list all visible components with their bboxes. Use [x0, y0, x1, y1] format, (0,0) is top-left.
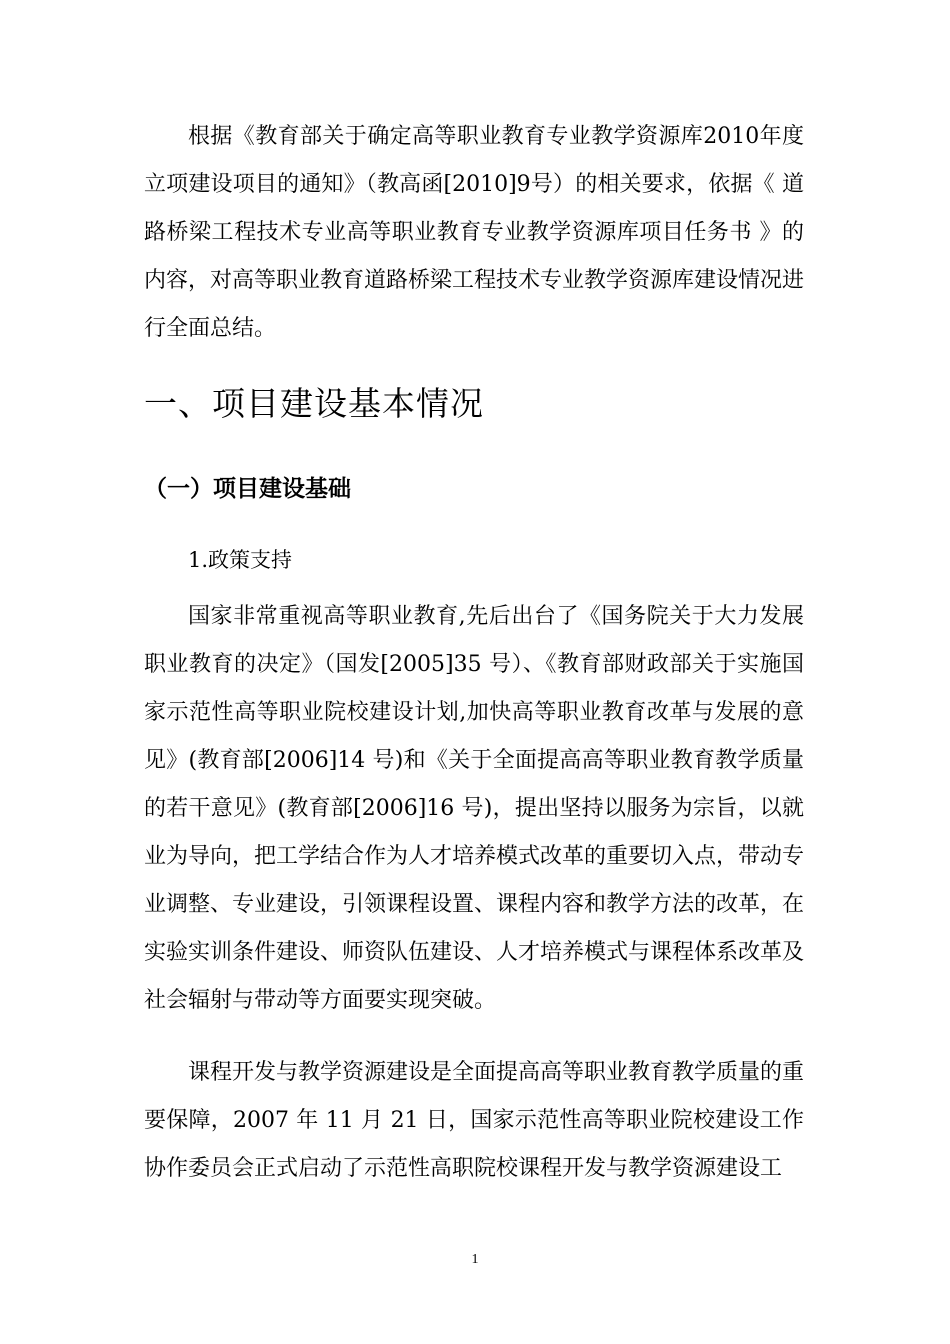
- policy-paragraph: 国家非常重视高等职业教育,先后出台了《国务院关于大力发展职业教育的决定》（国发[2005]35 号）、《教育部财政部关于实施国家示范性高等职业院校建设计划,加快高等职业教育改革与发展的意见》(教育部[2006]14 号)和《关于全面提高高等职业教育教学质量的若干意见》(教育部[2006]16 号)，提出坚持以服务为宗旨，以就业为导向，把工学结合作为人才培养模式改革的重要切入点，带动专业调整、专业建设，引领课程设置、课程内容和教学方法的改革，在实验实训条件建设、师资队伍建设、人才培养模式与课程体系改革及社会辐射与带动等方面要实现突破。: [144, 604, 805, 1013]
- item-heading: 1.政策支持: [188, 548, 293, 572]
- section-heading: 一、项目建设基本情况: [144, 384, 484, 423]
- intro-paragraph: 根据《教育部关于确定高等职业教育专业教学资源库2010年度立项建设项目的通知》（教高函[2010]9号）的相关要求，依据《 道路桥梁工程技术专业高等职业教育专业教学资源库项目任务书 》的内容，对高等职业教育道路桥梁工程技术专业教学资源库建设情况进行全面总结。: [144, 124, 805, 341]
- subsection-heading: （一）项目建设基础: [144, 476, 351, 502]
- course-paragraph: 课程开发与教学资源建设是全面提高高等职业教育教学质量的重要保障，2007 年 11 月 21 日，国家示范性高等职业院校建设工作协作委员会正式启动了示范性高职院校课程开发与教学资源建设工: [144, 1060, 805, 1181]
- page-number: 1: [471, 1252, 479, 1267]
